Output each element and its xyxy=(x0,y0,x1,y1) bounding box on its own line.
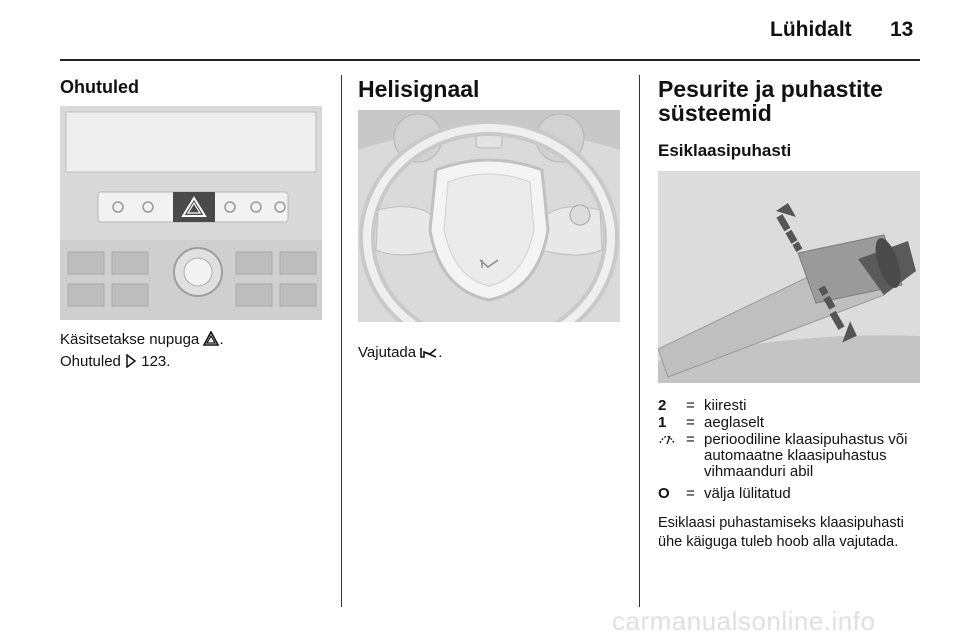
legend-equals: = xyxy=(686,485,695,502)
wiper-lever-illustration xyxy=(658,171,920,383)
legend-key: O xyxy=(658,485,670,502)
steering-wheel-illustration xyxy=(358,110,620,322)
legend-equals: = xyxy=(686,431,695,448)
legend-equals: = xyxy=(686,414,695,431)
legend-equals: = xyxy=(686,397,695,414)
heading-line-2: süsteemid xyxy=(658,100,772,126)
page-number: 13 xyxy=(890,18,914,41)
legend-description: välja lülitatud xyxy=(704,485,791,502)
horn-icon xyxy=(420,345,438,365)
horn-instruction-text xyxy=(358,343,442,365)
intermittent-wipe-icon xyxy=(658,432,678,450)
subheading-windscreen-wiper: Esiklaasipuhasti xyxy=(658,141,792,160)
xref-page: 123. xyxy=(141,353,171,370)
page-reference-arrow-icon xyxy=(125,354,137,374)
horn-instruction-label: Vajutada xyxy=(358,344,417,361)
section-heading-hazard-lights: Ohutuled xyxy=(60,77,139,97)
legend-key: 1 xyxy=(658,414,667,431)
section-heading-horn: Helisignaal xyxy=(358,76,480,102)
column-divider-1 xyxy=(341,75,342,607)
hazard-button-illustration xyxy=(60,106,322,320)
legend-description: aeglaselt xyxy=(704,414,765,431)
hazard-instruction-period: . xyxy=(219,331,224,348)
watermark: carmanualsonline.info xyxy=(612,606,876,636)
hazard-instruction-text xyxy=(60,330,224,352)
column-divider-2 xyxy=(639,75,640,607)
wiper-paragraph: Esiklaasi puhastamiseks klaasipuhasti ühe käiguga tuleb hoob alla vajutada. xyxy=(658,515,904,550)
running-header-title: Lühidalt xyxy=(770,18,852,41)
section-heading-washer-wiper xyxy=(658,77,883,125)
heading-line-1: Pesurite ja puhastite xyxy=(658,76,883,102)
hazard-warning-icon xyxy=(203,331,219,352)
legend-key: 2 xyxy=(658,397,667,414)
header-rule xyxy=(60,59,920,61)
legend-description: kiiresti xyxy=(704,397,747,414)
horn-instruction-period: . xyxy=(438,344,443,361)
hazard-cross-reference[interactable] xyxy=(60,352,170,374)
hazard-instruction-label: Käsitsetakse nupuga xyxy=(60,331,200,348)
xref-label: Ohutuled xyxy=(60,353,121,370)
legend-description: perioodiline klaasipuhastus või automaatne klaasipuhastus vihmaanduri abil xyxy=(704,431,908,480)
